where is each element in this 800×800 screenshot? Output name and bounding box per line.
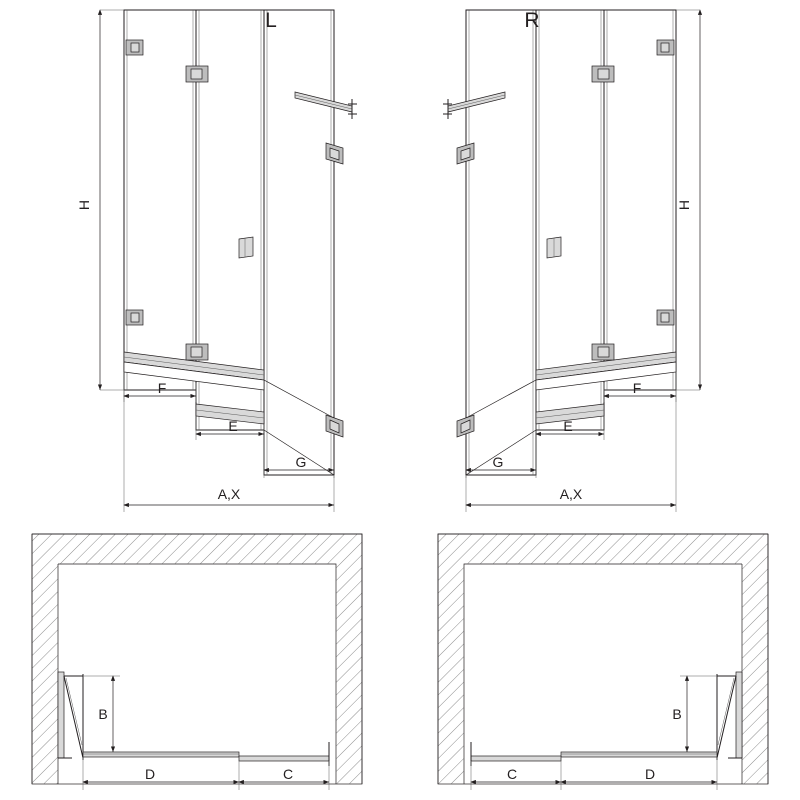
handle-icon (239, 237, 253, 258)
panel-label-E-right: E (563, 418, 573, 434)
hinge-icon (457, 143, 474, 164)
bottom-rail-left (124, 352, 264, 424)
hinge-icon (186, 344, 208, 360)
dimension-label-H-right: H (676, 199, 692, 211)
dimension-depth-right (672, 676, 717, 752)
panel-dimensions-right (466, 372, 676, 478)
dimension-label-AX-right: A,X (559, 486, 583, 502)
panel-label-G-right: G (492, 454, 504, 470)
hinge-icon (326, 415, 343, 437)
panel-label-F-right: F (632, 380, 642, 396)
dimension-label-B-right: B (672, 706, 682, 722)
dimension-label-D-left: D (144, 766, 156, 782)
hinge-icon (186, 66, 208, 82)
glass-panels-right (466, 10, 676, 475)
hinge-icon (326, 143, 343, 164)
perspective-lines-left (264, 10, 334, 475)
hinge-group-right (657, 40, 674, 325)
dimension-label-AX-left: A,X (217, 486, 241, 502)
hinge-group-left (126, 40, 143, 325)
door-leaf-left (58, 672, 83, 760)
plan-view-left (32, 534, 362, 790)
glass-panels-left (124, 10, 334, 475)
view-label-L: L (265, 9, 277, 32)
stabilizer-bar-right (443, 92, 505, 119)
dimension-label-C-left: C (282, 766, 294, 782)
hinge-icon (126, 40, 143, 55)
stabilizer-bar-left (295, 92, 357, 119)
view-label-R: R (524, 9, 540, 32)
perspective-lines-right (466, 10, 536, 475)
fixed-panels-plan-right (471, 742, 717, 766)
hinge-group-left-middle (186, 66, 208, 360)
dimension-label-C-right: C (506, 766, 518, 782)
hinge-icon (457, 415, 474, 437)
dimension-CD-right (471, 757, 717, 790)
dimension-height-right (676, 10, 700, 390)
hinge-icon (592, 344, 614, 360)
hinge-icon (657, 310, 674, 325)
hinge-group-right-middle (592, 66, 614, 360)
panel-label-F-left: F (157, 380, 167, 396)
fixed-panels-plan-left (83, 742, 329, 766)
panel-dimensions-left (124, 372, 334, 478)
dimension-label-D-right: D (644, 766, 656, 782)
panel-label-G-left: G (295, 454, 307, 470)
plan-view-right (438, 534, 768, 790)
hinge-icon (592, 66, 614, 82)
hinge-icon (126, 310, 143, 325)
elevation-view-right (443, 9, 700, 512)
dimension-label-H-left: H (76, 199, 92, 211)
dimension-DC-left (83, 757, 329, 790)
wall-hatch-icon (438, 534, 768, 784)
dimension-height-left (76, 10, 124, 390)
dimension-label-B-left: B (98, 706, 108, 722)
door-leaf-right (717, 672, 742, 760)
panel-label-E-left: E (228, 418, 238, 434)
dimension-depth-left (83, 676, 120, 752)
elevation-view-left (76, 9, 357, 512)
wall-hatch-icon (32, 534, 362, 784)
hinge-icon (657, 40, 674, 55)
bottom-rail-right (536, 352, 676, 424)
handle-icon (547, 237, 561, 258)
